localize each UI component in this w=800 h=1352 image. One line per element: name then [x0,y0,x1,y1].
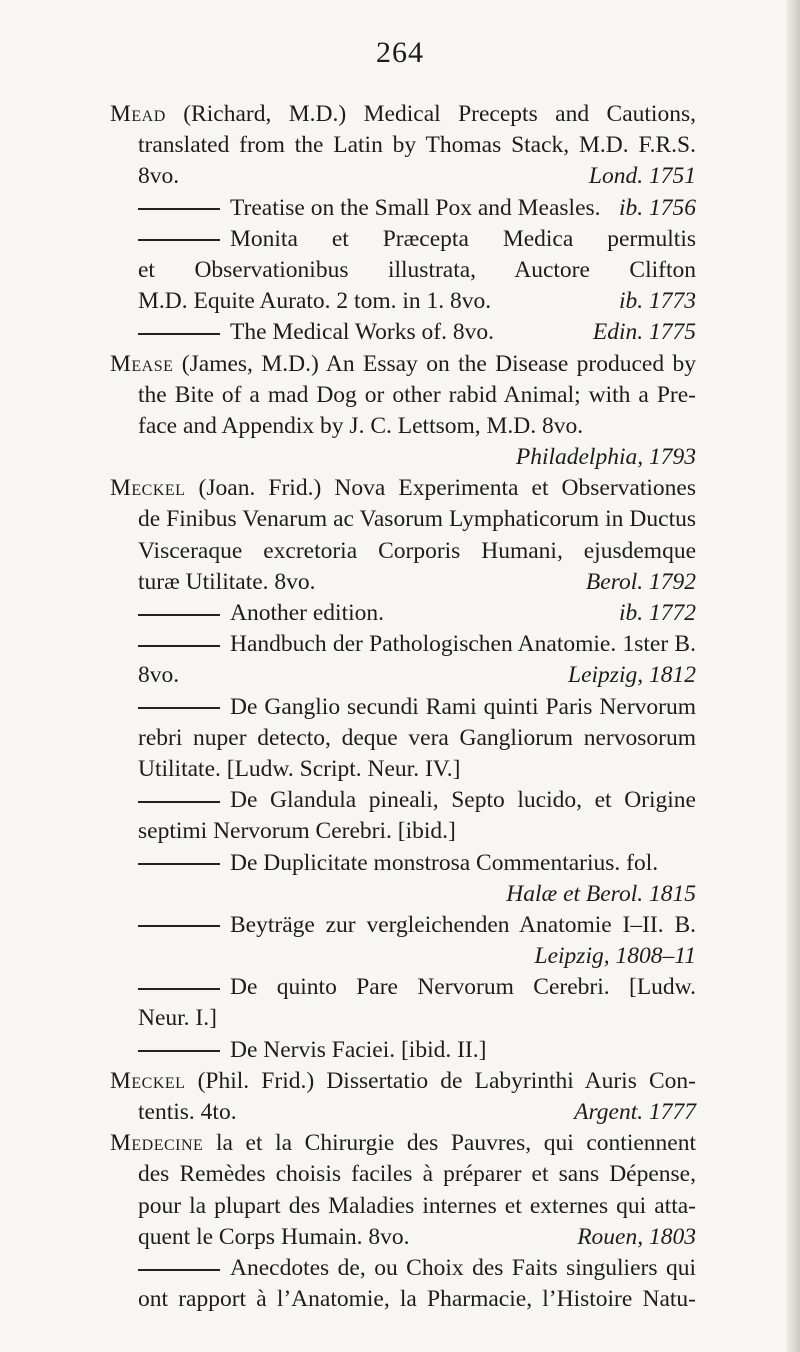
text-line [110,317,696,348]
text-line [110,193,696,224]
line-text: pour la plupart des Maladies internes et externes qui atta- [138,1192,696,1219]
text-line [110,380,696,411]
text-line [110,286,696,317]
text-line [110,1128,696,1159]
ditto-dash [138,239,220,241]
text-line [110,1035,696,1066]
imprint: Leipzig, 1812 [568,662,696,689]
text-line [110,692,696,723]
author-name: Mease [110,350,174,377]
line-text: De Glandula pineali, Septo lucido, et Origine [230,787,696,814]
text-line [110,1222,696,1253]
line-text: quent le Corps Humain. 8vo. [138,1223,410,1250]
ditto-dash [138,1050,220,1052]
text-line [110,224,696,255]
text-line [110,161,696,192]
text-line [110,629,696,660]
ditto-dash [138,333,220,335]
text-line [110,848,696,879]
imprint: Halæ et Berol. 1815 [506,880,696,907]
line-text: Utilitate. [Ludw. Script. Neur. IV.] [138,755,461,782]
ditto-dash [138,801,220,803]
text-line [110,504,696,535]
text-line [110,130,696,161]
text-line [110,1191,696,1222]
author-name: Mead [110,101,166,127]
text-line [110,473,696,504]
line-text: 8vo. [138,662,180,689]
text-line [110,972,696,1003]
text-line [110,816,696,847]
ditto-dash [138,988,220,990]
text-line [110,660,696,691]
line-text: rebri nuper detecto, deque vera Gangliorum nervosorum [138,724,696,751]
text-line [110,754,696,785]
line-text: et Observationibus illustrata, Auctore Clifton [138,256,696,283]
line-text: (James, M.D.) An Essay on the Disease produced by [173,350,696,377]
line-text: face and Appendix by J. C. Lettsom, M.D. 8vo. [138,412,584,439]
line-text: De Nervis Faciei. [ibid. II.] [230,1036,487,1063]
text-line [110,785,696,816]
ditto-dash [138,645,220,647]
line-text: turæ Utilitate. 8vo. [138,568,316,595]
line-text: the Bite of a mad Dog or other rabid Animal; with a Pre- [138,381,696,408]
imprint: Philadelphia, 1793 [515,444,696,471]
page-edge [786,0,800,1352]
imprint: Argent. 1777 [574,1099,696,1125]
text-line [110,723,696,754]
text-line [110,1003,696,1034]
text-line [110,941,696,972]
ditto-dash [138,925,220,927]
text-line [110,536,696,567]
ditto-dash [138,614,220,616]
line-text: Treatise on the Small Pox and Measles. [230,194,601,221]
text-line [110,442,696,473]
line-text: 8vo. [138,163,180,190]
imprint: Rouen, 1803 [577,1223,696,1250]
text-line [110,1284,696,1315]
line-text: Neur. I.] [138,1005,217,1032]
text-line [110,910,696,941]
author-name: Medecine [110,1130,204,1157]
line-text: The Medical Works of. 8vo. [230,319,494,346]
bibliography-entries [110,99,696,1315]
author-name: Meckel [110,475,186,502]
text-line [110,879,696,910]
line-text: ont rapport à l’Anatomie, la Pharmacie, l’Histoire Natu- [138,1286,696,1313]
line-text: De Duplicitate monstrosa Commentarius. fol. [230,849,659,876]
text-line [110,1253,696,1284]
author-name: Meckel [110,1067,186,1094]
line-text: De quinto Pare Nervorum Cerebri. [Ludw. [230,974,696,1001]
line-text: septimi Nervorum Cerebri. [ibid.] [138,818,456,845]
line-text: Anecdotes de, ou Choix des Faits singuliers qui [230,1254,696,1281]
line-text: de Finibus Venarum ac Vasorum Lymphaticorum in Ductus [138,506,696,533]
line-text: Monita et Præcepta Medica permultis [230,225,696,252]
line-text: la et la Chirurgie des Pauvres, qui contiennent [203,1130,696,1157]
line-text: Another edition. [230,600,385,626]
line-text: Beyträge zur vergleichenden Anatomie I–II. B. [230,911,696,938]
line-text: Visceraque excretoria Corporis Humani, ejusdemque [138,537,696,564]
text-line [110,255,696,286]
imprint: Berol. 1792 [585,568,696,595]
line-text: (Joan. Frid.) Nova Experimenta et Observationes [185,475,696,502]
line-text: M.D. Equite Aurato. 2 tom. in 1. 8vo. [138,288,492,315]
text-line [110,349,696,380]
imprint: ib. 1772 [618,600,696,626]
imprint: Edin. 1775 [592,319,696,346]
imprint: Leipzig, 1808–11 [534,943,696,970]
line-text: des Remèdes choisis faciles à préparer et sans Dépense, [138,1161,696,1188]
line-text: translated from the Latin by Thomas Stack, M.D. F.R.S. [138,132,696,159]
line-text: tentis. 4to. [138,1099,237,1125]
imprint: ib. 1756 [618,194,696,221]
ditto-dash [138,1269,220,1271]
line-text: (Phil. Frid.) Dissertatio de Labyrinthi Auris Con- [185,1067,696,1094]
imprint: Lond. 1751 [588,163,696,190]
ditto-dash [138,707,220,709]
text-line [110,598,696,629]
line-text: De Ganglio secundi Rami quinti Paris Nervorum [230,693,696,720]
text-line [110,411,696,442]
ditto-dash [138,208,220,210]
text-line [110,1097,696,1128]
page-number: 264 [376,36,424,69]
line-text: (Richard, M.D.) Medical Precepts and Cautions, [165,101,696,127]
text-line [110,567,696,598]
imprint: ib. 1773 [618,288,696,315]
line-text: Handbuch der Pathologischen Anatomie. 1ster B. [230,631,696,658]
text-line [110,99,696,130]
text-line [110,1159,696,1190]
text-line [110,1066,696,1097]
ditto-dash [138,863,220,865]
